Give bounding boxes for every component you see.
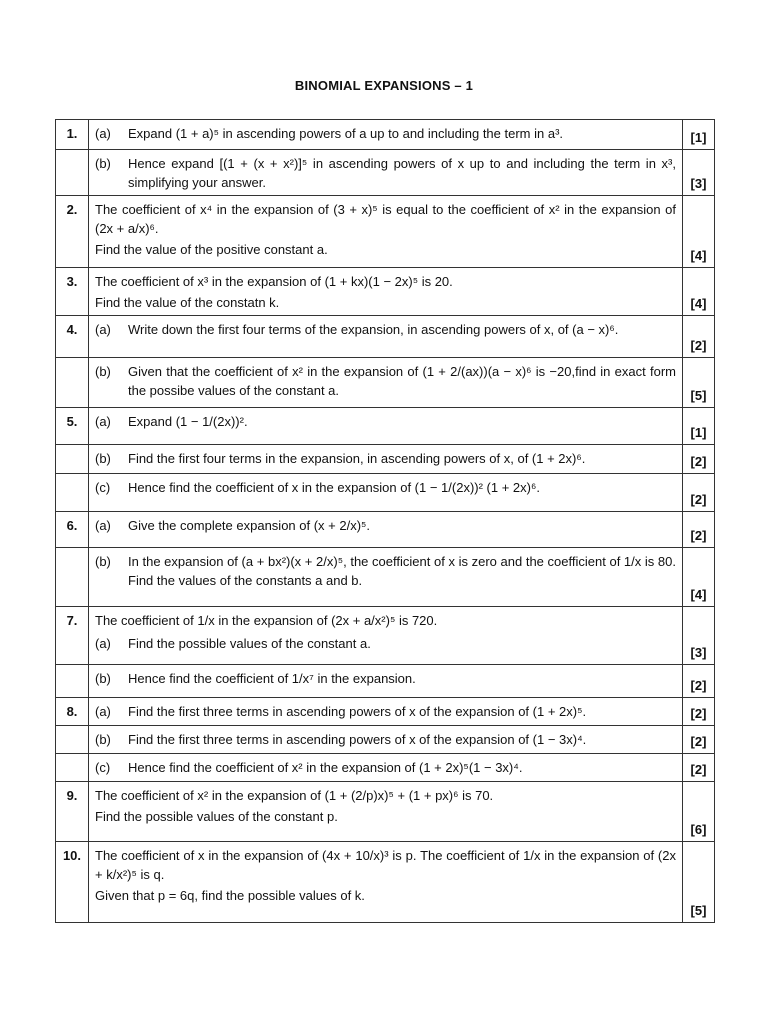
question-subpart [95,634,676,653]
question-text-cell [89,445,683,474]
questions-body [56,120,715,923]
question-row [56,408,715,445]
question-text: Find the first three terms in ascending powers of x of the expansion of (1 − 3x)⁴. [128,732,587,747]
question-instruction: Given that p = 6q, find the possible values of k. [95,888,365,903]
question-text-cell [89,607,683,665]
part-label: (b) [95,671,111,686]
question-text: Hence find the coefficient of x in the expansion of (1 − 1/(2x))² (1 + 2x)⁶. [128,480,540,495]
question-text-cell [89,408,683,445]
question-instruction: Find the value of the positive constant a. [95,242,328,257]
question-instruction: Find the possible values of the constant p. [95,809,338,824]
question-text-cell [89,754,683,782]
question-number: 5. [56,408,89,445]
question-number [56,754,89,782]
question-number [56,445,89,474]
marks-badge: [2] [683,512,715,548]
question-text-cell [89,698,683,726]
question-text: Find the possible values of the constant a. [128,636,371,651]
question-text-cell [89,150,683,196]
question-text: The coefficient of x² in the expansion of (1 + (2/p)x)⁵ + (1 + px)⁶ is 70. [95,788,494,803]
question-text-cell [89,726,683,754]
questions-table [55,119,715,923]
marks-badge: [3] [683,150,715,196]
question-row [56,698,715,726]
marks-badge: [4] [683,268,715,316]
question-text: Find the first four terms in the expansion, in ascending powers of x, of (1 + 2x)⁶. [128,451,586,466]
marks-badge: [2] [683,726,715,754]
part-label: (a) [95,322,111,337]
question-part [95,154,676,192]
question-number [56,358,89,408]
question-text: Given that the coefficient of x² in the expansion of (1 + 2/(ax))(a − x)⁶ is −20,find in exact form the possibe values of the constant a. [128,364,676,398]
question-text: Hence find the coefficient of 1/x⁷ in the expansion. [128,671,416,686]
part-label: (a) [95,636,111,651]
question-part [95,272,676,291]
question-part [95,730,676,749]
question-number: 2. [56,196,89,268]
question-text-cell [89,665,683,698]
question-text-cell [89,358,683,408]
question-text: Give the complete expansion of (x + 2/x)⁵. [128,518,371,533]
question-part [95,669,676,688]
marks-badge: [4] [683,196,715,268]
marks-badge: [2] [683,754,715,782]
part-label: (b) [95,451,111,466]
question-row [56,474,715,512]
part-label: (a) [95,704,111,719]
question-row [56,754,715,782]
question-text: The coefficient of x⁴ in the expansion of (3 + x)⁵ is equal to the coefficient of x² in the expansion of (2x + a/x)⁶. [95,202,676,236]
question-part [95,516,676,535]
question-number [56,726,89,754]
question-part [95,200,676,238]
question-part [95,846,676,884]
part-label: (a) [95,126,111,141]
question-row [56,665,715,698]
question-number [56,665,89,698]
question-text: In the expansion of (a + bx²)(x + 2/x)⁵, the coefficient of x is zero and the coefficient of 1/x is 80. Find the values of the constants a and b. [128,554,676,588]
marks-badge: [5] [683,358,715,408]
question-number: 8. [56,698,89,726]
marks-badge: [5] [683,842,715,923]
question-number: 6. [56,512,89,548]
question-row [56,607,715,665]
question-number [56,474,89,512]
question-part [95,786,676,805]
question-row [56,512,715,548]
question-part [95,702,676,721]
question-row [56,782,715,842]
part-label: (b) [95,156,111,171]
question-part [95,758,676,777]
question-part [95,611,676,630]
question-number: 3. [56,268,89,316]
question-text: Hence find the coefficient of x² in the expansion of (1 + 2x)⁵(1 − 3x)⁴. [128,760,523,775]
marks-badge: [2] [683,698,715,726]
part-label: (a) [95,414,111,429]
question-text: The coefficient of 1/x in the expansion of (2x + a/x²)⁵ is 720. [95,613,438,628]
marks-badge: [4] [683,548,715,607]
question-part [95,478,676,497]
question-number: 4. [56,316,89,358]
marks-badge: [2] [683,665,715,698]
question-instruction: Find the value of the constatn k. [95,295,280,310]
question-text: The coefficient of x³ in the expansion of (1 + kx)(1 − 2x)⁵ is 20. [95,274,453,289]
marks-badge: [1] [683,120,715,150]
question-text: Find the first three terms in ascending powers of x of the expansion of (1 + 2x)⁵. [128,704,587,719]
question-text-cell [89,512,683,548]
question-row [56,358,715,408]
question-number: 7. [56,607,89,665]
question-text: Expand (1 + a)⁵ in ascending powers of a up to and including the term in a³. [128,126,564,141]
page-title: BINOMIAL EXPANSIONS – 1 [294,78,474,93]
question-row [56,150,715,196]
question-text-cell [89,120,683,150]
question-row [56,842,715,923]
question-row [56,548,715,607]
question-text-cell [89,474,683,512]
question-number [56,150,89,196]
part-label: (a) [95,518,111,533]
part-label: (c) [95,480,111,495]
question-part [95,552,676,590]
question-text-cell [89,782,683,842]
question-row [56,316,715,358]
part-label: (c) [95,760,111,775]
question-text: Write down the first four terms of the expansion, in ascending powers of x, of (a − x)⁶. [128,322,619,337]
question-row [56,726,715,754]
question-number: 10. [56,842,89,923]
question-text: Expand (1 − 1/(2x))². [128,414,248,429]
question-part [95,412,676,431]
question-text-cell [89,196,683,268]
question-text-cell [89,316,683,358]
part-label: (b) [95,554,111,569]
marks-badge: [2] [683,445,715,474]
marks-badge: [2] [683,474,715,512]
question-row [56,120,715,150]
question-text: Hence expand [(1 + (x + x²)]⁵ in ascending powers of x up to and including the term in x³, simplifying your answer. [128,156,676,190]
marks-badge: [3] [683,607,715,665]
question-part [95,124,676,143]
question-number [56,548,89,607]
question-part [95,449,676,468]
question-row [56,268,715,316]
question-part [95,362,676,400]
question-row [56,445,715,474]
part-label: (b) [95,732,111,747]
question-text-cell [89,842,683,923]
question-text-cell [89,268,683,316]
question-row [56,196,715,268]
marks-badge: [2] [683,316,715,358]
marks-badge: [1] [683,408,715,445]
question-part [95,320,676,339]
part-label: (b) [95,364,111,379]
marks-badge: [6] [683,782,715,842]
question-number: 1. [56,120,89,150]
question-number: 9. [56,782,89,842]
question-text-cell [89,548,683,607]
question-text: The coefficient of x in the expansion of (4x + 10/x)³ is p. The coefficient of 1/x in the expansion of (2x + k/x²)⁵ is q. [95,848,676,882]
